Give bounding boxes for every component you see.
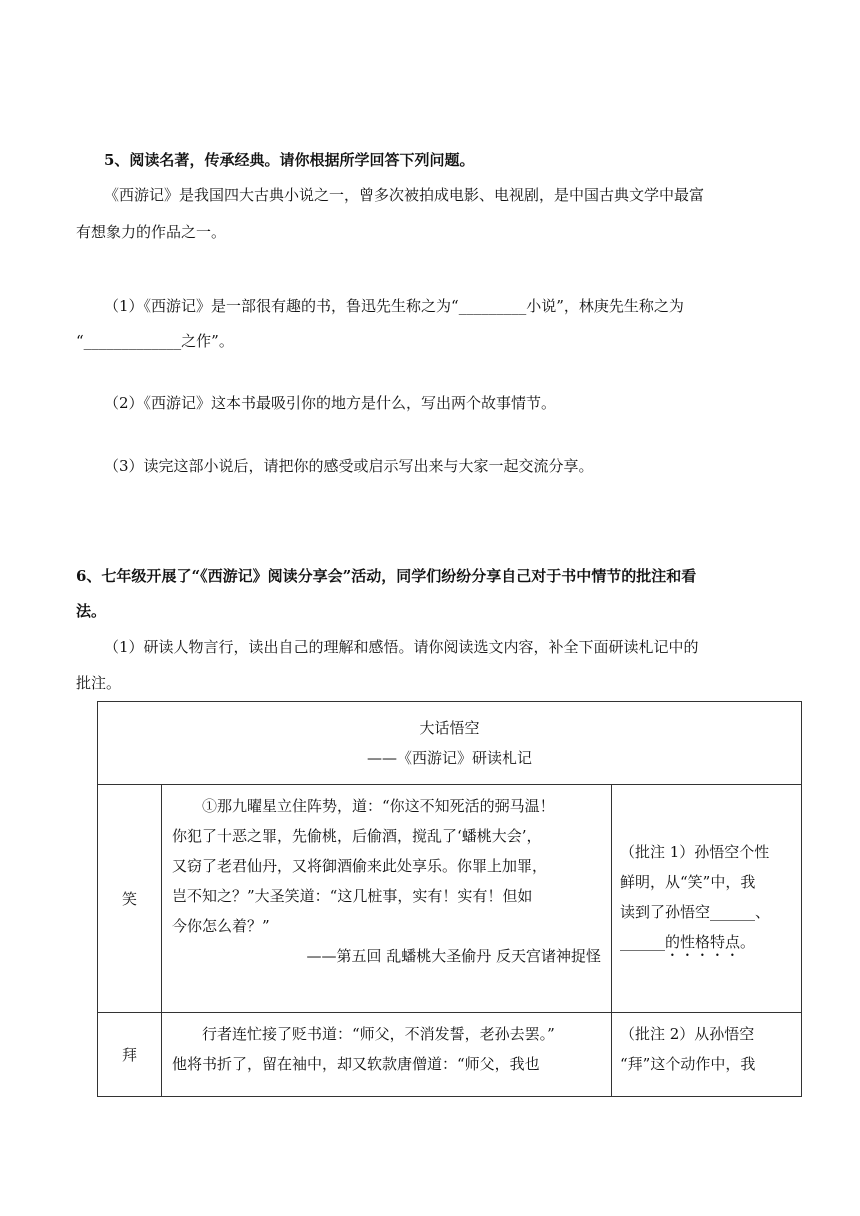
note-line <box>620 927 793 960</box>
q5-sub2: （2）《西游记》这本书最吸引你的地方是什么，写出两个故事情节。 <box>104 394 557 412</box>
q6-sub1-line1: （1）研读人物言行，读出自己的理解和感悟。请你阅读选文内容，补全下面研读札记中的 <box>104 638 699 656</box>
note-line: 读到了孙悟空______、 <box>620 903 771 921</box>
excerpt-line: 行者连忙接了贬书道：“师父，不消发誓，老孙去罢。” <box>202 1025 555 1043</box>
q5-intro-line1: 《西游记》是我国四大古典小说之一，曾多次被拍成电影、电视剧，是中国古典文学中最富 <box>104 186 705 204</box>
excerpt-cell <box>162 1013 612 1097</box>
excerpt-source: ——第五回 乱蟠桃大圣偷丹 反天宫诸神捉怪 <box>306 947 601 965</box>
q6-title-line2: 法。 <box>76 602 107 620</box>
q6-sub1-line2: 批注。 <box>76 674 122 692</box>
excerpt-line: 你犯了十恶之罪，先偷桃，后偷酒，搅乱了‘蟠桃大会’， <box>172 827 542 845</box>
q5-intro-line2: 有想象力的作品之一。 <box>76 223 227 241</box>
note-cell <box>612 785 802 1013</box>
reading-notes-table <box>97 701 802 1097</box>
q5-sub1-line2: “_____________之作”。 <box>76 332 234 350</box>
row-label-laugh: 笑 <box>98 785 162 1013</box>
excerpt-line: 他将书折了，留在袖中，却又软款唐僧道：“师父，我也 <box>172 1055 540 1073</box>
excerpt-line: ①那九曜星立住阵势，道：“你这不知死活的弼马温！ <box>202 797 555 815</box>
table-row <box>98 1013 802 1097</box>
note-line: 鲜明，从“笑”中，我 <box>620 873 756 891</box>
table-header-row <box>98 702 802 785</box>
q5-sub3: （3）读完这部小说后，请把你的感受或启示写出来与大家一起交流分享。 <box>104 457 594 475</box>
note-line: “拜”这个动作中，我 <box>620 1055 756 1073</box>
q5-sub1-line1: （1）《西游记》是一部很有趣的书，鲁迅先生称之为“_________小说”，林庚先生称之为 <box>104 297 684 315</box>
answer-blank: ______ <box>620 933 665 951</box>
excerpt-cell <box>162 785 612 1013</box>
note-line: （批注 1）孙悟空个性 <box>620 843 770 861</box>
excerpt-line: 今你怎么着？” <box>172 917 270 935</box>
note-cell <box>612 1013 802 1097</box>
q6-title-line1: 6、七年级开展了“《西游记》阅读分享会”活动，同学们纷纷分享自己对于书中情节的批注和看 <box>76 567 697 585</box>
table-row <box>98 785 802 1013</box>
excerpt-line: 又窃了老君仙丹，又将御酒偷来此处享乐。你罪上加罪， <box>172 857 548 875</box>
row-label-bow: 拜 <box>98 1013 162 1097</box>
table-header <box>98 702 802 785</box>
q5-title: 5、阅读名著，传承经典。请你根据所学回答下列问题。 <box>104 151 475 169</box>
table-subtitle: ——《西游记》研读札记 <box>367 749 533 767</box>
emphasized-text: 的性格特点 <box>665 933 741 951</box>
table-title: 大话悟空 <box>419 719 480 737</box>
excerpt-line: 岂不知之？”大圣笑道：“这几桩事，实有！实有！但如 <box>172 887 533 905</box>
note-end: 。 <box>740 933 756 951</box>
note-line: （批注 2）从孙悟空 <box>620 1025 755 1043</box>
